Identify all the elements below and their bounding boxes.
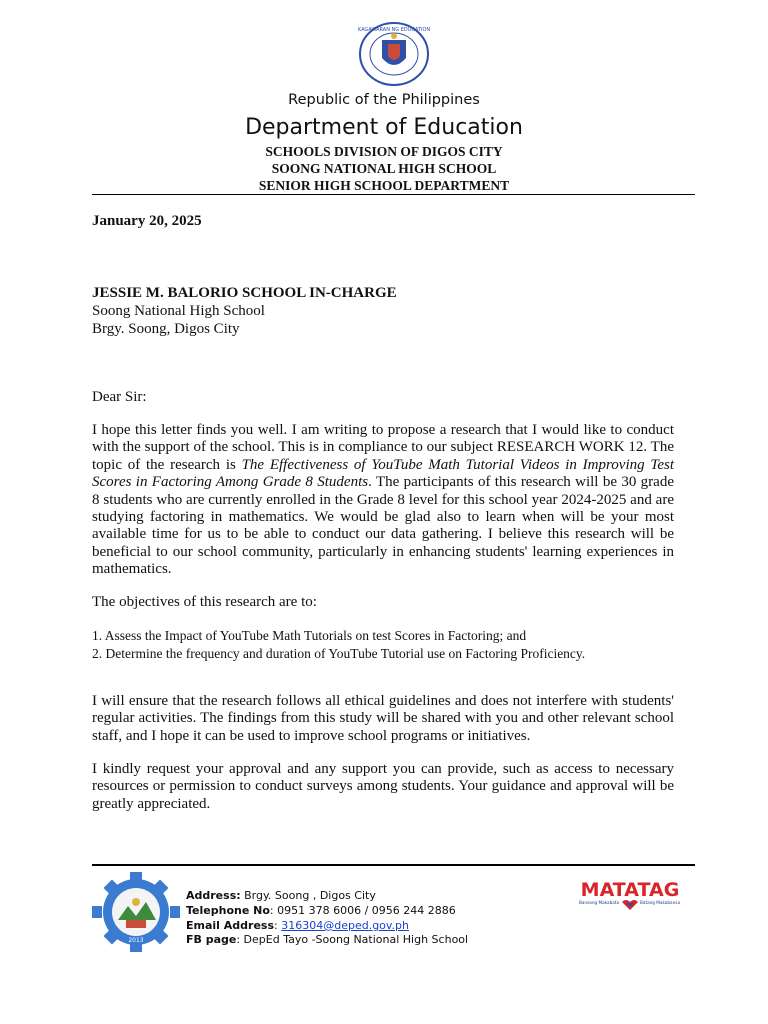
telephone-label: Telephone No — [186, 904, 270, 917]
email-separator: : — [274, 919, 282, 932]
paragraph-intro-lead: I hope this letter finds you well. I am writing to propose a research that I would like to conduct with the support of the school. This is in compliance to our subject RESEARCH WORK 12. The topic of the research is — [92, 422, 674, 473]
school-gear-logo — [92, 872, 180, 952]
svg-text:KAGAWARAN NG EDUCATION: KAGAWARAN NG EDUCATION — [358, 27, 430, 33]
deped-seal-logo — [358, 22, 430, 86]
footer-fb-page — [186, 933, 468, 947]
telephone-value: : 0951 378 6006 / 0956 244 2886 — [269, 904, 456, 917]
objective-item-1: 1. Assess the Impact of YouTube Math Tutorials on test Scores in Factoring; and — [92, 628, 527, 643]
salutation: Dear Sir: — [92, 389, 147, 405]
research-title: The Effectiveness of YouTube Math Tutorial Videos in Improving Test Scores in Factoring Among Grade 8 Students — [92, 456, 675, 491]
school-heading: SOONG NATIONAL HIGH SCHOOL — [271, 161, 497, 176]
objectives-intro: The objectives of this research are to: — [92, 594, 317, 610]
department-heading: Department of Education — [245, 115, 523, 140]
division-heading: SCHOOLS DIVISION OF DIGOS CITY — [265, 144, 503, 159]
recipient-address: Brgy. Soong, Digos City — [92, 321, 240, 337]
matatag-logo — [576, 878, 684, 912]
recipient-school: Soong National High School — [92, 303, 265, 319]
svg-text:Batang Makabansa: Batang Makabansa — [640, 900, 681, 905]
footer-telephone — [186, 904, 456, 918]
address-label: Address: — [186, 889, 241, 902]
footer-email — [186, 919, 409, 933]
paragraph-intro-rest: . The participants of this research will be 30 grade 8 students who are currently enrolled in the Grade 8 level for this school year 2024-2025 and are studying factoring in mathematics. We would be glad also to learn when will be your most available time for us to be able to conduct our data gathering. I believe this research will be beneficial to our school community, particularly in enhancing students' learning experiences in mathematics. — [92, 474, 674, 578]
fb-label: FB page — [186, 933, 237, 946]
address-value: Brgy. Soong , Digos City — [240, 889, 376, 902]
recipient-name: JESSIE M. BALORIO SCHOOL IN-CHARGE — [92, 285, 397, 301]
svg-text:2013: 2013 — [128, 937, 144, 944]
objective-item-2: 2. Determine the frequency and duration of YouTube Tutorial use on Factoring Proficiency. — [92, 646, 586, 661]
letter-date: January 20, 2025 — [92, 213, 202, 229]
paragraph-ethics: I will ensure that the research follows all ethical guidelines and does not interfere with students' regular activities. The findings from this study will be shared with you and other relevant school staff, and I hope it can be used to improve school programs or initiatives. — [92, 693, 674, 744]
paragraph-intro — [92, 422, 674, 579]
footer-divider — [92, 864, 695, 866]
republic-heading: Republic of the Philippines — [288, 92, 480, 108]
department-unit-heading: SENIOR HIGH SCHOOL DEPARTMENT — [258, 178, 510, 193]
fb-value: : DepEd Tayo -Soong National High School — [236, 933, 469, 946]
svg-text:Bansang Makabata: Bansang Makabata — [579, 900, 620, 905]
email-label: Email Address — [186, 919, 275, 932]
email-link[interactable]: 316304@deped.gov.ph — [281, 919, 410, 932]
paragraph-request: I kindly request your approval and any support you can provide, such as access to necessary resources or permission to conduct surveys among students. Your guidance and approval will be greatly appreciated. — [92, 761, 674, 812]
header-divider — [92, 194, 695, 195]
footer-address — [186, 889, 376, 903]
svg-text:MATATAG: MATATAG — [580, 879, 680, 901]
